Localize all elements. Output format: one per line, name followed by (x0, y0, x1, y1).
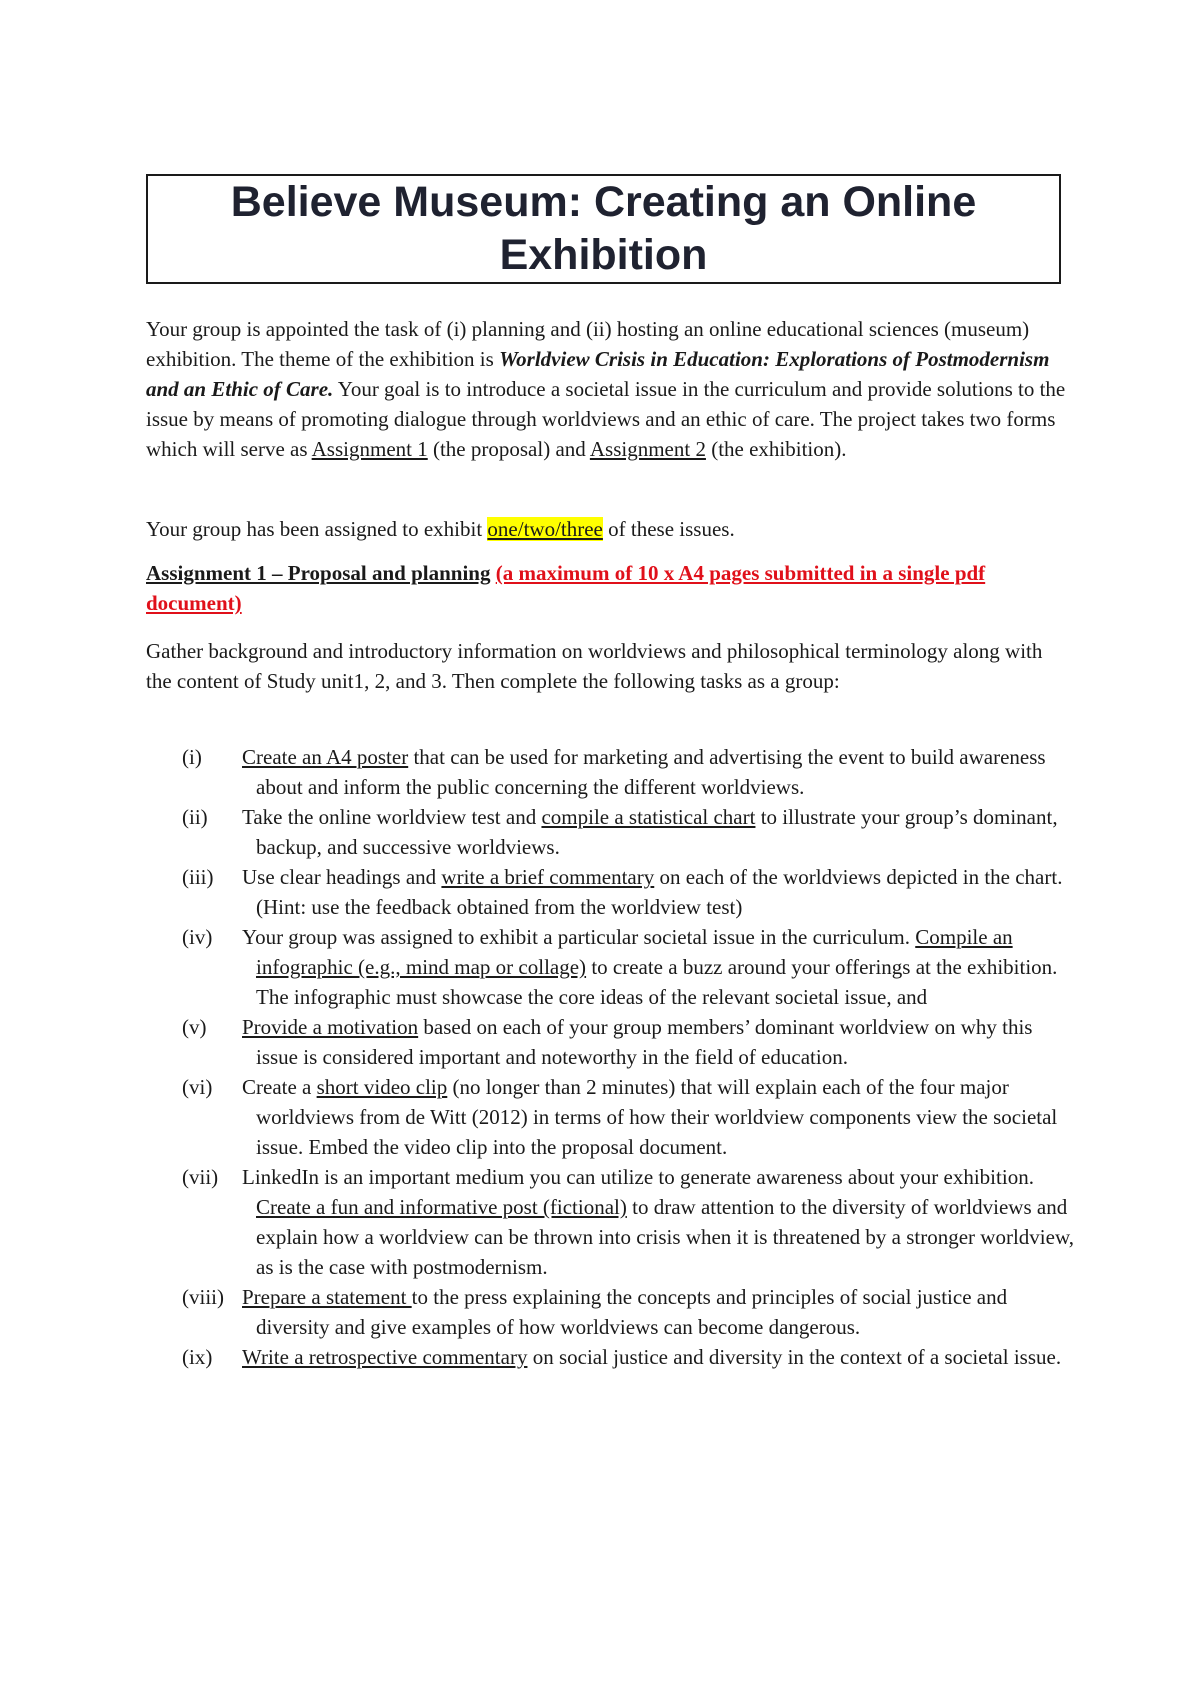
task-text-pre: Create a (242, 1075, 317, 1099)
intro-text-4: (the exhibition). (705, 437, 847, 461)
task-action: compile a statistical chart (541, 805, 756, 829)
task-item (146, 1282, 1076, 1342)
document-title (231, 176, 977, 282)
task-item (146, 1072, 1076, 1162)
intro-text-1: Your group is appointed the task of (i) planning and (ii) hosting an online educational sciences (museum) exhibition. The theme of the exhibition is (146, 317, 1030, 371)
exhibition-theme: Worldview Crisis in Education: Explorations of Postmodernism and an Ethic of Care. (146, 347, 1050, 401)
task-text-post: that can be used for marketing and advertising the event to build awareness about and inform the public concerning the different worldviews. (256, 745, 1046, 799)
task-text-post: (no longer than 2 minutes) that will explain each of the four major worldviews from de Witt (2012) in terms of how their worldview components view the societal issue. Embed the video clip into the proposal document. (256, 1075, 1058, 1159)
task-item (146, 1342, 1076, 1372)
assignment-1-heading (146, 558, 1066, 618)
task-action: write a brief commentary (441, 865, 655, 889)
task-item (146, 802, 1076, 862)
task-action: Create an A4 poster (242, 745, 409, 769)
task-item (146, 1162, 1076, 1282)
task-item (146, 742, 1076, 802)
task-action: Prepare a statement (242, 1285, 412, 1309)
assigned-text-before: Your group has been assigned to exhibit (146, 517, 488, 541)
assignment-2-ref: Assignment 2 (589, 437, 706, 461)
intro-paragraph (146, 314, 1066, 464)
task-number: (ii) (182, 805, 208, 829)
task-number: (i) (182, 745, 202, 769)
intro-text-3: (the proposal) and (427, 437, 590, 461)
task-number: (vi) (182, 1075, 213, 1099)
task-item (146, 1012, 1076, 1072)
task-text-post: on each of the worldviews depicted in the chart. (Hint: use the feedback obtained from the worldview test) (256, 865, 1063, 919)
task-text-post: based on each of your group members’ dominant worldview on why this issue is considered important and noteworthy in the field of education. (256, 1015, 1033, 1069)
task-action: short video clip (316, 1075, 448, 1099)
task-text-post: on social justice and diversity in the context of a societal issue. (527, 1345, 1062, 1369)
highlighted-choice: one/two/three (487, 517, 603, 541)
task-item (146, 922, 1076, 1012)
title-line-1: Believe Museum: Creating an Online (230, 178, 977, 226)
task-number: (vii) (182, 1165, 219, 1189)
gather-paragraph: Gather background and introductory information on worldviews and philosophical terminology along with the content of Study unit1, 2, and 3. Then complete the following tasks as a group: (146, 639, 1043, 693)
task-number: (iv) (182, 925, 213, 949)
task-number: (v) (182, 1015, 207, 1039)
task-action: Create a fun and informative post (fictional) (256, 1195, 627, 1219)
task-text-pre: Take the online worldview test and (242, 805, 542, 829)
task-item (146, 862, 1076, 922)
intro-text-2: Your goal is to introduce a societal issue in the curriculum and provide solutions to the issue by means of promoting dialogue through worldviews and an ethic of care. The project takes two forms which will serve as (146, 377, 1066, 461)
task-action: Provide a motivation (242, 1015, 419, 1039)
task-text-post: to the press explaining the concepts and principles of social justice and diversity and give examples of how worldviews can become dangerous. (256, 1285, 1008, 1339)
task-number: (iii) (182, 865, 214, 889)
task-text-pre: Your group was assigned to exhibit a particular societal issue in the curriculum. (242, 925, 916, 949)
task-text-pre: Use clear headings and (242, 865, 442, 889)
task-action: Compile an infographic (e.g., mind map or collage) (256, 925, 1013, 979)
task-list (146, 742, 1076, 1372)
task-text-pre: LinkedIn is an important medium you can utilize to generate awareness about your exhibition. (242, 1165, 1034, 1189)
assigned-text-after: of these issues. (602, 517, 735, 541)
task-text-post: to create a buzz around your offerings at the exhibition. The infographic must showcase the core ideas of the relevant societal issue, and (256, 955, 1058, 1009)
heading-main: Assignment 1 – Proposal and planning (146, 561, 491, 585)
assigned-paragraph (146, 514, 1066, 544)
heading-note: (a maximum of 10 x A4 pages submitted in a single pdf document) (146, 561, 986, 615)
task-number: (ix) (182, 1345, 213, 1369)
task-text-post: to illustrate your group’s dominant, backup, and successive worldviews. (256, 805, 1058, 859)
task-number: (viii) (182, 1285, 224, 1309)
title-box (146, 174, 1061, 284)
task-action: Write a retrospective commentary (242, 1345, 528, 1369)
assignment-1-ref: Assignment 1 (311, 437, 428, 461)
task-text-post: to draw attention to the diversity of worldviews and explain how a worldview can be thrown into crisis when it is threatened by a stronger worldview, as is the case with postmodernism. (256, 1195, 1075, 1279)
title-line-2: Exhibition (499, 231, 708, 279)
